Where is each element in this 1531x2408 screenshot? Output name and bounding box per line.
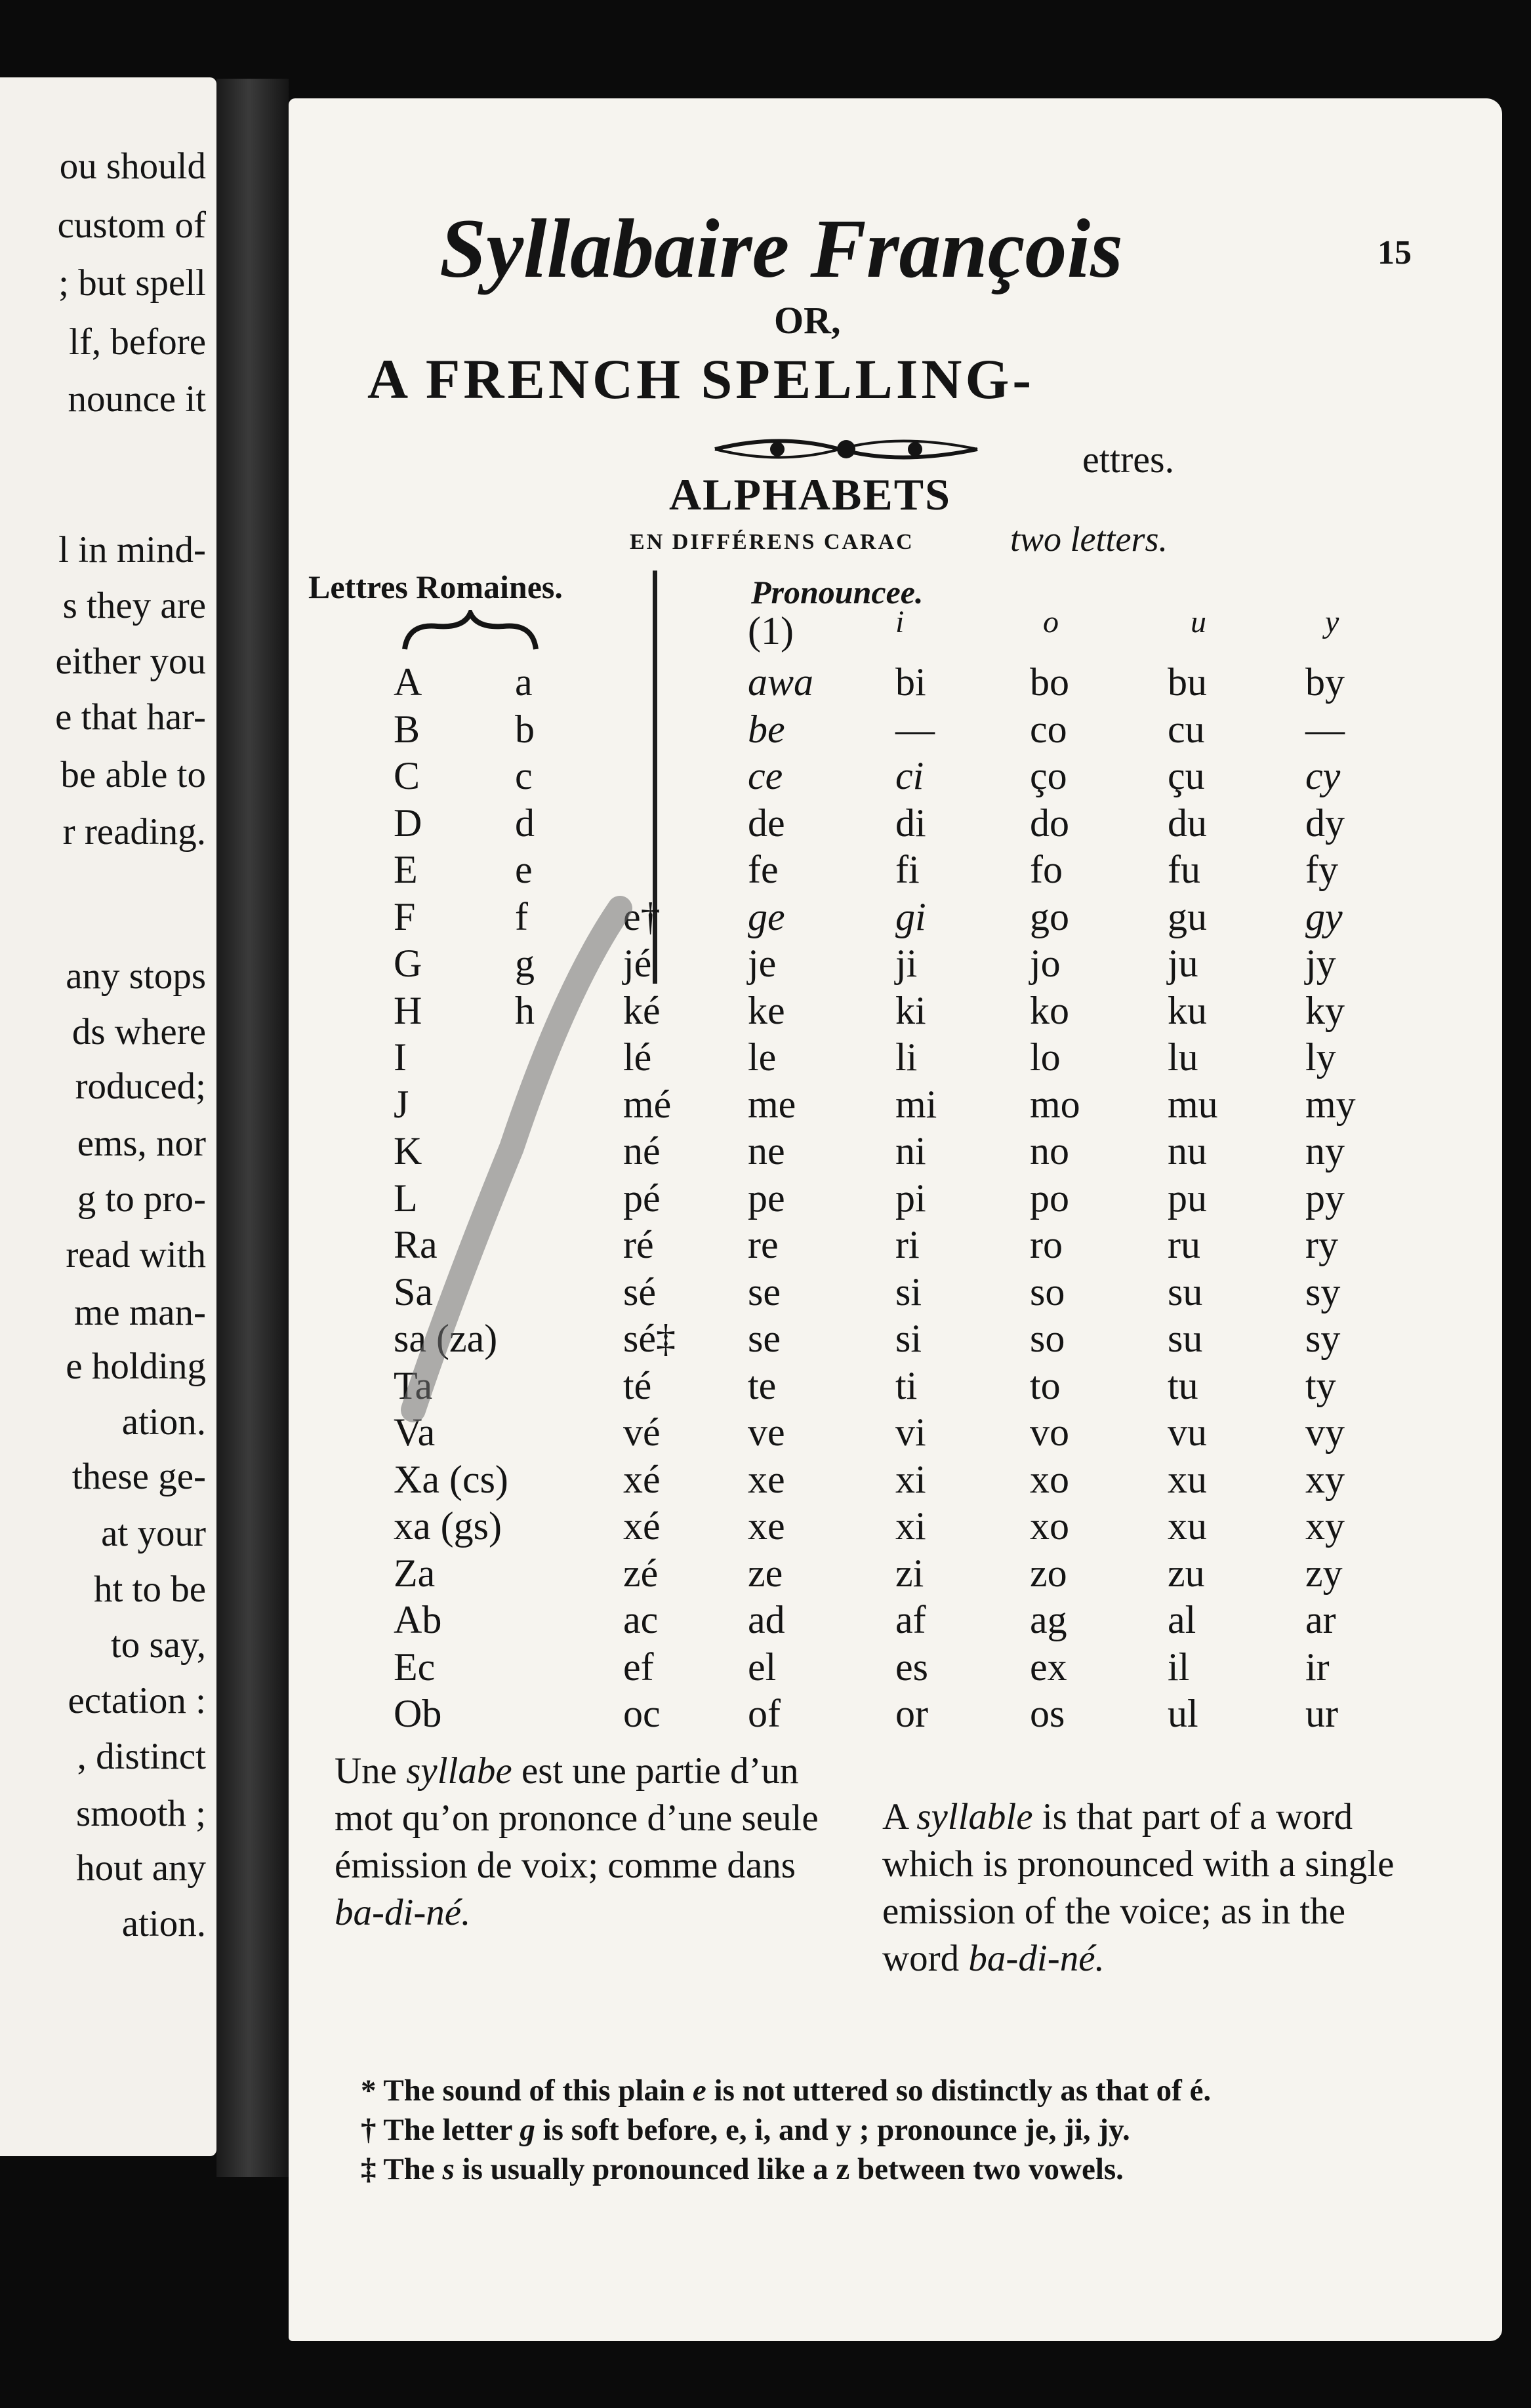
syllable-cell-u: pu (1168, 1176, 1207, 1220)
syllable-cell-y: ky (1305, 988, 1345, 1032)
left-page-line: at your (101, 1513, 206, 1554)
syllable-cell-u: bu (1168, 660, 1207, 704)
left-page-line: ation. (121, 1903, 206, 1944)
syllable-cell-a: ad (748, 1598, 785, 1641)
left-page-line: , distinct (77, 1736, 206, 1777)
roman-lower-letter: d (515, 801, 535, 845)
left-page-line: roduced; (75, 1066, 206, 1107)
syllable-cell-o: to (1030, 1363, 1061, 1407)
syllable-cell-a: of (748, 1692, 781, 1735)
syllable-cell-i: xi (895, 1504, 926, 1548)
roman-upper-letter: I (394, 1035, 407, 1079)
syllable-cell-a: ne (748, 1129, 785, 1173)
syllable-cell-i: ti (895, 1363, 918, 1407)
syllable-cell-u: ku (1168, 988, 1207, 1032)
left-page-line: ectation : (68, 1680, 206, 1721)
roman-upper-letter: E (394, 848, 418, 891)
syllable-cell-o: xo (1030, 1457, 1069, 1501)
footnote-1-it: e (692, 2074, 706, 2108)
syllable-cell-a: de (748, 801, 785, 845)
syllable-cell-o: co (1030, 707, 1067, 751)
footnote-1-b: is not uttered so distinctly as that of é. (706, 2074, 1212, 2108)
syllable-cell-i: — (895, 707, 935, 751)
syllable-cell-o: so (1030, 1270, 1065, 1314)
syllable-cell-i: bi (895, 660, 926, 704)
syllable-cell-y: gy (1305, 894, 1343, 938)
footnote-3-a: ‡ The (361, 2152, 443, 2186)
left-page-line: s they are (62, 585, 206, 626)
syllable-cell-i: or (895, 1692, 928, 1735)
roman-lower-letter: c (515, 754, 533, 797)
syllable-cell-i: di (895, 801, 926, 845)
fragment-two-letters: two letters. (1010, 519, 1168, 559)
left-page-line: to say, (110, 1624, 206, 1666)
syllable-cell-i: af (895, 1598, 926, 1641)
syllable-cell-y: xy (1305, 1504, 1345, 1548)
roman-upper-letter: Ta (394, 1363, 433, 1407)
syllable-cell-u: du (1168, 801, 1207, 845)
pronounced-e-cell: pé (623, 1176, 661, 1220)
syllable-cell-y: ty (1305, 1363, 1336, 1407)
definition-french-text-1: Une (335, 1750, 407, 1792)
left-page-line: ht to be (94, 1569, 206, 1610)
syllable-cell-y: ny (1305, 1129, 1345, 1173)
syllable-cell-a: ke (748, 988, 785, 1032)
left-page-line: ; but spell (58, 262, 206, 304)
pronounced-e-cell: ké (623, 988, 661, 1032)
syllable-cell-o: bo (1030, 660, 1069, 704)
syllable-cell-o: go (1030, 894, 1069, 938)
left-page-line: ation. (121, 1401, 206, 1443)
left-page-line: nounce it (68, 378, 206, 420)
syllable-cell-y: cy (1305, 754, 1341, 797)
pronounced-e-cell: oc (623, 1692, 661, 1735)
syllable-cell-o: zo (1030, 1551, 1067, 1595)
footnote-3 (361, 2154, 1124, 2185)
syllable-cell-a: ce (748, 754, 783, 797)
syllable-cell-a: te (748, 1363, 777, 1407)
footnote-2-a: † The letter (361, 2113, 520, 2147)
footnote-2 (361, 2115, 1130, 2146)
page-number: 15 (1378, 234, 1412, 271)
left-page-line: g to pro- (77, 1178, 206, 1220)
left-page-line: hout any (76, 1847, 206, 1889)
section-heading: ALPHABETS (669, 470, 951, 519)
syllable-cell-i: ji (895, 942, 918, 985)
syllable-cell-o: mo (1030, 1082, 1080, 1126)
roman-upper-letter: Ec (394, 1645, 436, 1689)
footnote-2-b: is soft before, e, i, and y ; pronounce je, ji, jy. (535, 2113, 1130, 2147)
syllable-cell-a: se (748, 1317, 781, 1360)
left-page-line: smooth ; (76, 1793, 206, 1834)
syllable-cell-y: ar (1305, 1598, 1336, 1641)
syllable-cell-i: mi (895, 1082, 937, 1126)
syllable-cell-i: ni (895, 1129, 926, 1173)
right-page (289, 98, 1502, 2341)
syllable-cell-o: os (1030, 1692, 1065, 1735)
roman-upper-letter: D (394, 801, 422, 845)
definition-english-text-1: A (882, 1796, 917, 1837)
pronounced-e-cell: sé (623, 1270, 656, 1314)
syllable-cell-y: by (1305, 660, 1345, 704)
column-head-y: y (1325, 605, 1339, 639)
roman-upper-letter: Xa (cs) (394, 1457, 508, 1501)
syllable-cell-i: si (895, 1317, 922, 1360)
roman-upper-letter: L (394, 1176, 418, 1220)
roman-upper-letter: Sa (394, 1270, 433, 1314)
left-page-line: ou should (59, 146, 206, 187)
syllable-cell-u: çu (1168, 754, 1205, 797)
syllable-cell-y: ur (1305, 1692, 1338, 1735)
syllable-cell-o: ex (1030, 1645, 1067, 1689)
footnote-3-it: s (442, 2152, 455, 2186)
left-page-line: be able to (60, 754, 206, 795)
definition-english-term: syllable (916, 1796, 1033, 1837)
syllable-cell-i: xi (895, 1457, 926, 1501)
column-header-pronounced: Pronouncee. (751, 574, 924, 611)
syllable-cell-u: cu (1168, 707, 1205, 751)
syllable-cell-i: gi (895, 894, 926, 938)
syllable-cell-o: vo (1030, 1411, 1069, 1454)
syllable-cell-u: su (1168, 1270, 1203, 1314)
syllable-cell-o: ag (1030, 1598, 1067, 1641)
syllable-cell-y: — (1305, 707, 1345, 751)
pronounced-e-cell: xé (623, 1457, 661, 1501)
syllable-cell-i: ci (895, 754, 924, 797)
title-or: OR, (774, 299, 841, 342)
left-page-line: me man- (73, 1292, 206, 1333)
definition-english-text-2: is that part of a word which is pronounced with a single emission of the voice; as in the word (882, 1796, 1395, 1979)
syllable-cell-i: vi (895, 1411, 926, 1454)
syllable-cell-a: pe (748, 1176, 785, 1220)
pronounced-e-cell: jé (623, 942, 652, 985)
pronounced-e-cell: sé‡ (623, 1317, 676, 1360)
syllable-cell-u: xu (1168, 1457, 1207, 1501)
syllable-cell-u: al (1168, 1598, 1196, 1641)
syllable-cell-a: fe (748, 848, 779, 891)
roman-upper-letter: F (394, 894, 416, 938)
syllable-cell-o: ko (1030, 988, 1069, 1032)
left-page-line: lf, before (69, 321, 206, 363)
syllable-cell-a: be (748, 707, 785, 751)
roman-lower-letter: f (515, 894, 528, 938)
left-page-line: custom of (57, 205, 206, 246)
syllable-cell-y: ir (1305, 1645, 1330, 1689)
syllable-cell-u: nu (1168, 1129, 1207, 1173)
syllable-cell-o: lo (1030, 1035, 1061, 1079)
definition-english (882, 1794, 1400, 1982)
section-subheading: EN DIFFÉRENS CARAC (630, 530, 914, 554)
syllable-cell-u: fu (1168, 848, 1200, 891)
left-page-line: e holding (66, 1346, 206, 1387)
page-title: Syllabaire François (439, 202, 1123, 295)
left-page-line: r reading. (62, 811, 206, 853)
definition-french-text-2: est une partie d’un mot qu’on prononce d’une seule émission de voix; comme dans (335, 1750, 819, 1886)
syllable-cell-o: no (1030, 1129, 1069, 1173)
syllable-cell-u: ul (1168, 1692, 1198, 1735)
syllable-cell-a: ze (748, 1551, 783, 1595)
syllable-cell-u: tu (1168, 1363, 1198, 1407)
syllable-cell-y: zy (1305, 1551, 1343, 1595)
pronounced-e-cell: zé (623, 1551, 659, 1595)
syllable-cell-a: awa (748, 660, 814, 704)
page-subtitle: A FRENCH SPELLING- (367, 348, 1035, 411)
syllable-cell-o: po (1030, 1176, 1069, 1220)
roman-upper-letter: A (394, 660, 422, 704)
syllable-cell-y: dy (1305, 801, 1345, 845)
pronounced-e-cell: né (623, 1129, 661, 1173)
syllable-cell-a: re (748, 1223, 779, 1266)
left-page-line: e that har- (55, 696, 206, 738)
syllable-cell-i: si (895, 1270, 922, 1314)
column-head-o: o (1043, 605, 1059, 639)
syllable-cell-u: il (1168, 1645, 1190, 1689)
roman-upper-letter: Va (394, 1411, 436, 1454)
definition-french (335, 1748, 820, 1936)
syllable-cell-y: jy (1305, 942, 1336, 985)
syllable-cell-y: ly (1305, 1035, 1336, 1079)
syllable-cell-o: jo (1030, 942, 1061, 985)
footnote-3-b: is usually pronounced like a z between two vowels. (454, 2152, 1124, 2186)
roman-upper-letter: xa (gs) (394, 1504, 502, 1548)
roman-lower-letter: h (515, 988, 535, 1032)
pronounced-e-cell: té (623, 1363, 652, 1407)
syllable-cell-y: vy (1305, 1411, 1345, 1454)
column-head-u: u (1191, 605, 1206, 639)
footnote-1-a: * The sound of this plain (361, 2074, 693, 2108)
pronounced-e-cell: xé (623, 1504, 661, 1548)
syllable-cell-o: do (1030, 801, 1069, 845)
pronounced-e-cell: ré (623, 1223, 654, 1266)
pronounced-e-cell: e† (623, 894, 661, 938)
roman-upper-letter: Ra (394, 1223, 438, 1266)
syllable-cell-u: gu (1168, 894, 1207, 938)
roman-upper-letter: Ob (394, 1692, 442, 1735)
roman-upper-letter: sa (za) (394, 1317, 498, 1360)
syllable-cell-y: my (1305, 1082, 1356, 1126)
syllable-cell-u: ru (1168, 1223, 1200, 1266)
syllable-cell-o: xo (1030, 1504, 1069, 1548)
left-page-line: ds where (71, 1011, 206, 1053)
roman-lower-letter: g (515, 942, 535, 985)
syllable-cell-a: ge (748, 894, 785, 938)
column-head-i: i (895, 605, 905, 639)
pronounced-e-cell: vé (623, 1411, 661, 1454)
roman-lower-letter: a (515, 660, 533, 704)
column-header-roman: Lettres Romaines. (308, 569, 563, 605)
roman-upper-letter: K (394, 1129, 422, 1173)
syllable-cell-i: ri (895, 1223, 920, 1266)
syllable-cell-u: lu (1168, 1035, 1198, 1079)
syllable-cell-a: ve (748, 1411, 785, 1454)
book-gutter (216, 79, 289, 2177)
syllable-cell-y: sy (1305, 1270, 1341, 1314)
syllable-cell-y: xy (1305, 1457, 1345, 1501)
syllable-cell-y: sy (1305, 1317, 1341, 1360)
syllable-cell-o: fo (1030, 848, 1063, 891)
roman-upper-letter: J (394, 1082, 409, 1126)
fragment-lettres: ettres. (1082, 438, 1175, 481)
syllable-cell-a: el (748, 1645, 777, 1689)
footnote-2-it: g (520, 2113, 535, 2147)
left-page-line: any stops (66, 955, 206, 997)
syllable-cell-u: vu (1168, 1411, 1207, 1454)
syllable-cell-u: su (1168, 1317, 1203, 1360)
syllable-cell-o: so (1030, 1317, 1065, 1360)
left-page-line: either you (55, 641, 206, 682)
roman-upper-letter: H (394, 988, 422, 1032)
definition-french-term: syllabe (406, 1750, 512, 1792)
roman-upper-letter: Ab (394, 1598, 442, 1641)
syllable-cell-a: je (748, 942, 777, 985)
footnote-1 (361, 2076, 1211, 2106)
syllable-cell-u: ju (1168, 942, 1198, 985)
syllable-cell-y: py (1305, 1176, 1345, 1220)
syllable-cell-i: li (895, 1035, 918, 1079)
syllable-cell-u: mu (1168, 1082, 1218, 1126)
definition-english-example: ba-di-né. (968, 1938, 1105, 1979)
roman-upper-letter: C (394, 754, 420, 797)
syllable-cell-i: fi (895, 848, 920, 891)
syllable-cell-a: le (748, 1035, 777, 1079)
roman-upper-letter: G (394, 942, 422, 985)
left-page-line: l in mind- (58, 529, 206, 571)
pronounced-e-cell: ef (623, 1645, 654, 1689)
syllable-cell-o: ço (1030, 754, 1067, 797)
syllable-cell-i: zi (895, 1551, 924, 1595)
pronounced-e-cell: ac (623, 1598, 659, 1641)
roman-lower-letter: e (515, 848, 533, 891)
left-page (0, 77, 216, 2156)
syllable-cell-a: xe (748, 1504, 785, 1548)
syllable-cell-a: se (748, 1270, 781, 1314)
pronounced-e-cell: mé (623, 1082, 672, 1126)
left-page-line: read with (66, 1234, 206, 1275)
definition-french-example: ba-di-né. (335, 1892, 471, 1933)
left-page-line: these ge- (71, 1456, 206, 1497)
ornament-divider (708, 426, 984, 472)
syllable-cell-y: fy (1305, 848, 1338, 891)
roman-upper-letter: B (394, 707, 420, 751)
syllable-cell-y: ry (1305, 1223, 1338, 1266)
brace-icon (401, 610, 539, 656)
column-head-a: (1) (748, 609, 794, 652)
syllable-cell-a: me (748, 1082, 796, 1126)
roman-upper-letter: Za (394, 1551, 436, 1595)
syllable-cell-o: ro (1030, 1223, 1063, 1266)
pronounced-e-cell: lé (623, 1035, 652, 1079)
syllable-cell-u: zu (1168, 1551, 1205, 1595)
syllable-cell-u: xu (1168, 1504, 1207, 1548)
syllable-cell-i: pi (895, 1176, 926, 1220)
syllable-cell-i: es (895, 1645, 928, 1689)
roman-lower-letter: b (515, 707, 535, 751)
left-page-line: ems, nor (77, 1123, 206, 1164)
syllable-cell-a: xe (748, 1457, 785, 1501)
syllable-cell-i: ki (895, 988, 926, 1032)
